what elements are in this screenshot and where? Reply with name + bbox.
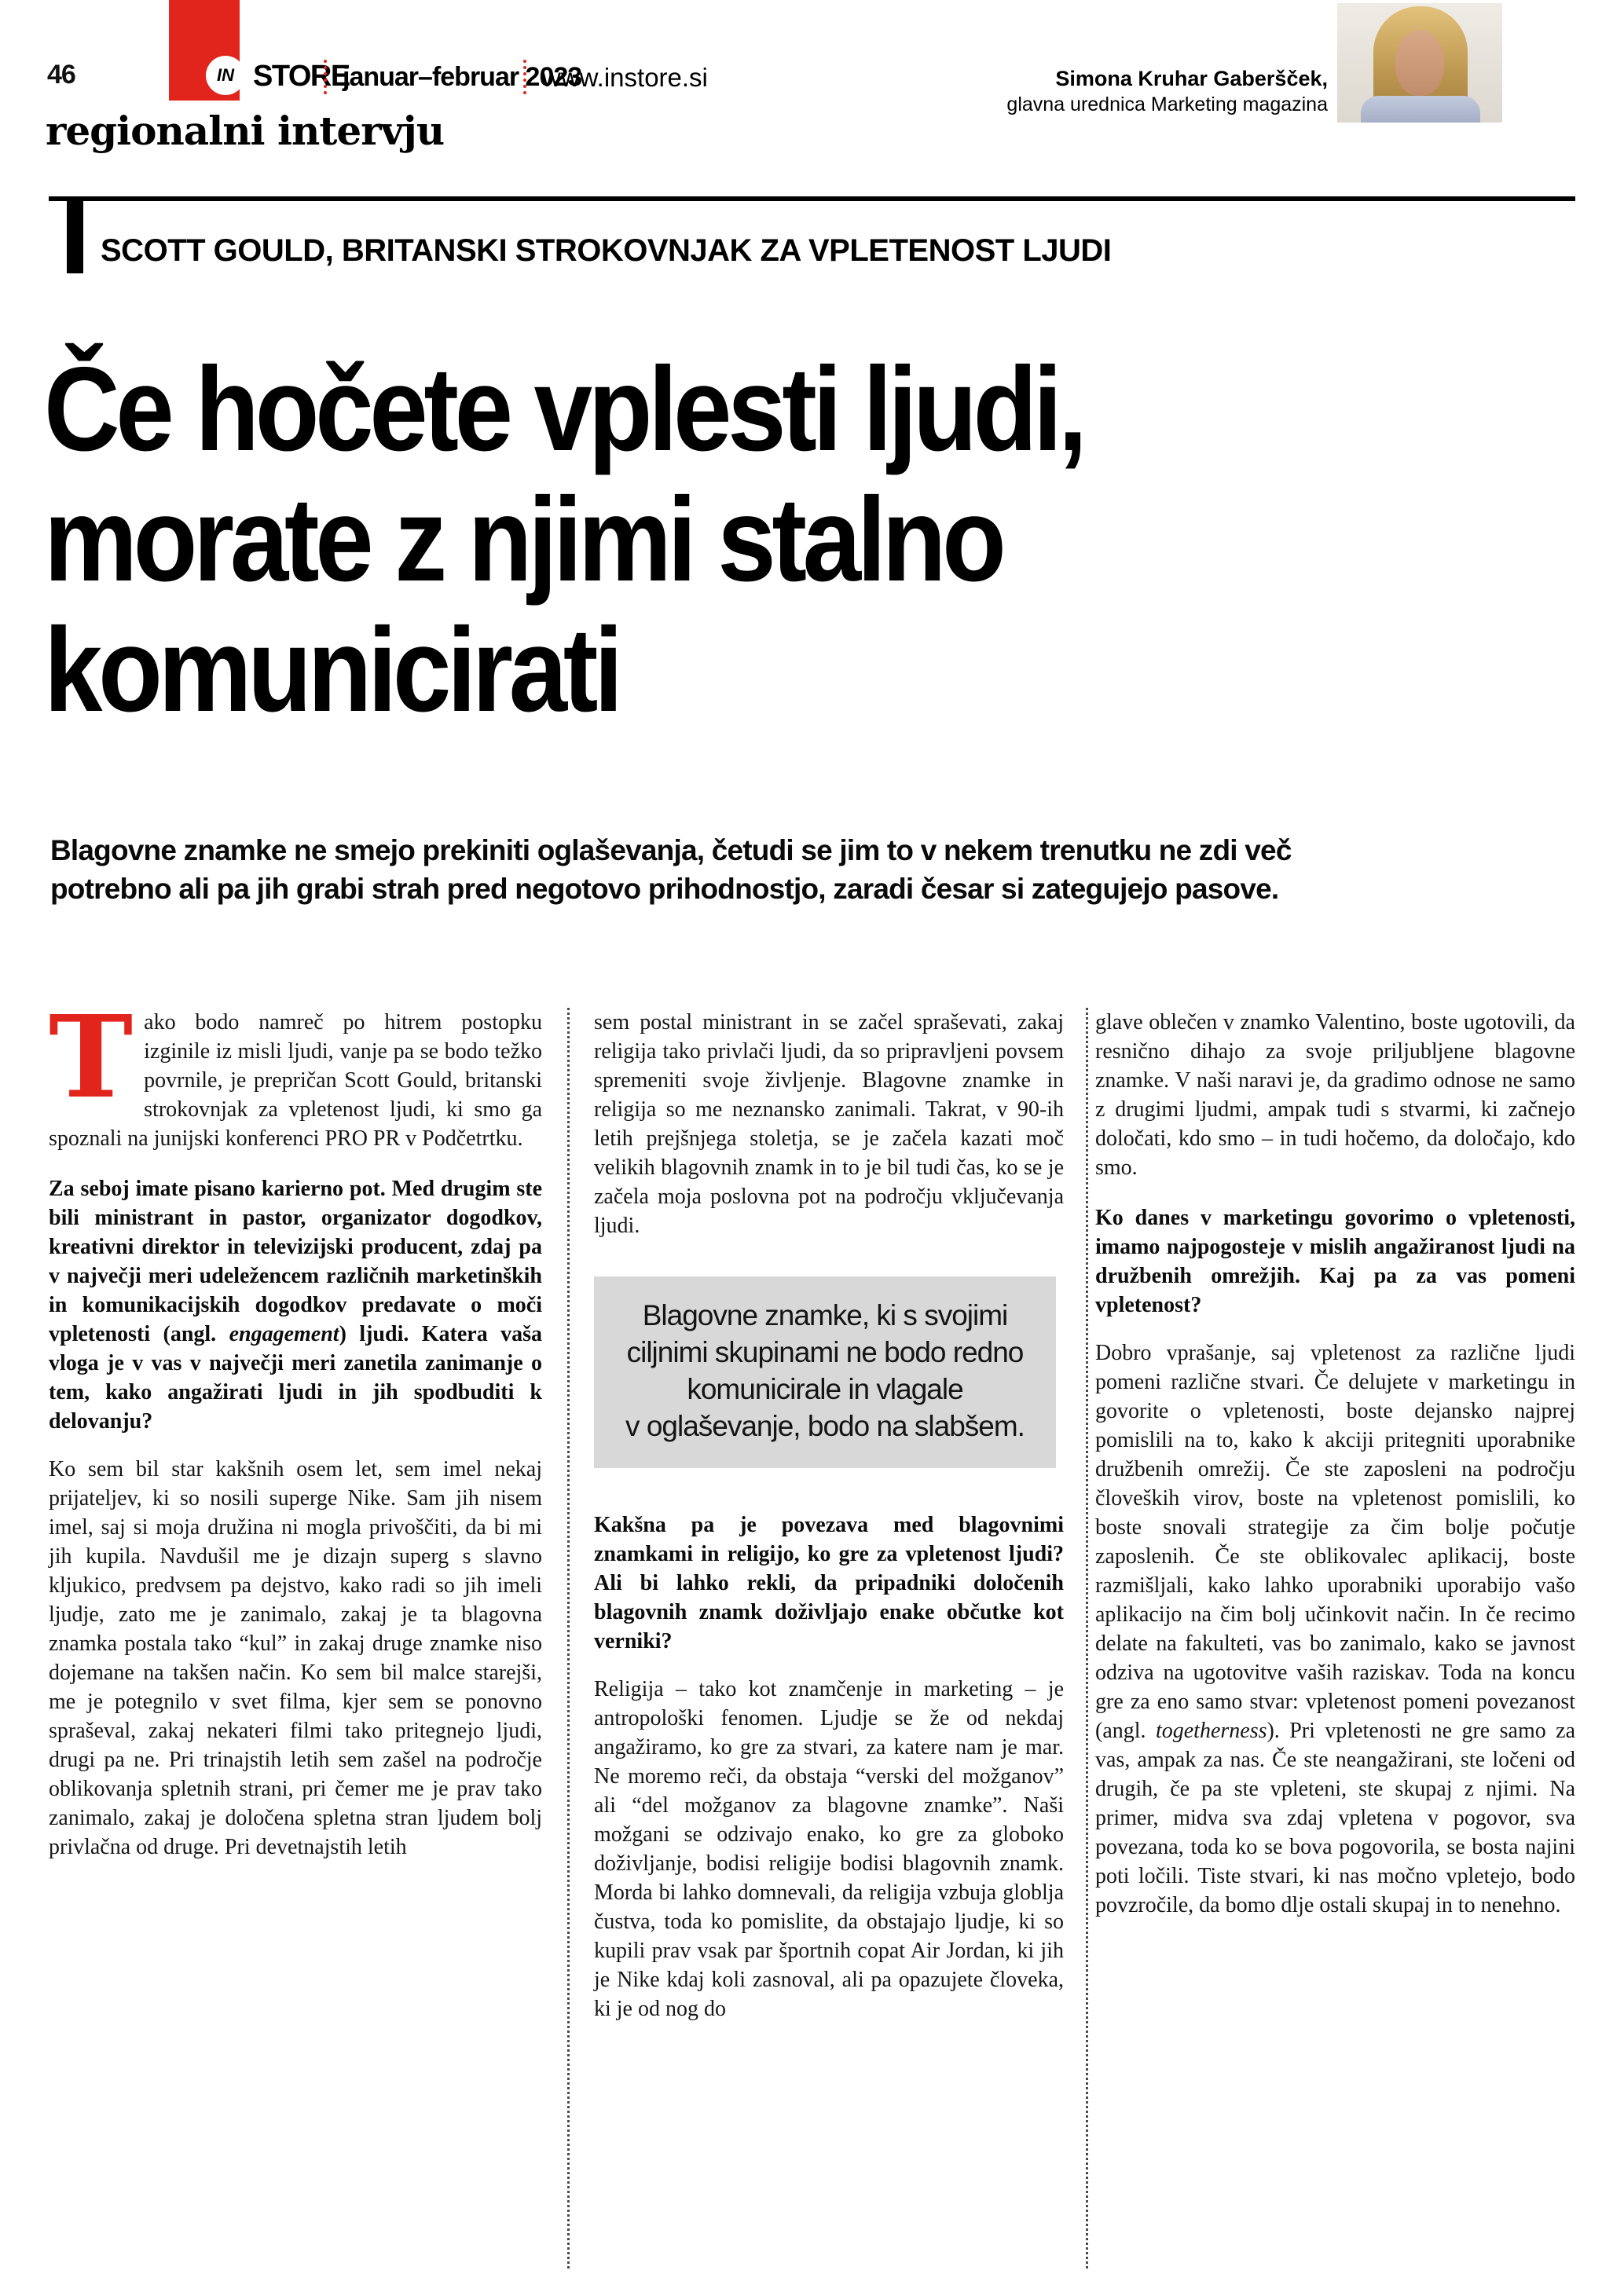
article-kicker: SCOTT GOULD, BRITANSKI STROKOVNJAK ZA VPLETENOST LJUDI [101,233,1112,268]
drop-cap: T [49,991,134,1123]
headline-line: morate z njimi stalno [44,473,1003,606]
masthead-dotted-separator [523,60,526,94]
interview-question: Za seboj imate pisano karierno pot. Med drugim ste bili ministrant in pastor, organizator dogodkov, kreativni direktor in televizijski producent, zdaj pa v največji meri udeležencem različnih marketinških in komunikacijskih dogodkov predavate o moči vpletenosti (angl. engagement) ljudi. Katera vaša vloga je v vas v največji meri zanetila zanimanje o tem, kako angažirati ljudi in jih spodbuditi k delovanju? [49,1177,543,1434]
paragraph: glave oblečen v znamko Valentino, boste ugotovili, da resnično dihajo za svoje priljubljene blagovne znamke. V naši naravi je, da gradimo odnose ne samo z drugimi ljudmi, ampak tudi s stvarmi, ki začnejo določati, kdo smo – in tudi hočemo, da določajo, kdo smo. [1095,1010,1575,1180]
paragraph: Ko sem bil star kakšnih osem let, sem imel nekaj prijateljev, ki so nosili superge Nike. Sam jih nisem imel, saj si moja družina ni mogla privoščiti, da bi mi jih kupila. Navdušil me je dizajn superg s slavno kljukico, predvsem pa dejstvo, kako radi so jih imeli ljudje, zato me je zanimalo, zakaj je ta blagovna znamka postala tako “kul” in zakaj druge znamke niso dojemane na takšen način. Ko sem bil malce starejši, me je potegnilo v svet filma, kjer sem se ponovno spraševal, zakaj nekateri filmi tako pritegnejo ljudi, drugi pa ne. Pri trinajstih letih sem zašel na področje oblikovanja spletnih strani, pri čemer me je prav tako zanimalo, zakaj je določena spletna stran ljudem bolj privlačna od druge. Pri devetnajstih letih [49,1457,542,1859]
editor-name: Simona Kruhar Gaberšček, [1055,67,1328,90]
paragraph: Religija – tako kot znamčenje in marketing – je antropološki fenomen. Ljudje se že od nekdaj angažiramo, ko gre za stvari, za katere nam je mar. Ne moremo reči, da obstaja “verski del možganov” ali “del možganov za blagovne znamke”. Naši možgani se odzivajo enako, ko gre za globoko doživljanje, bodisi religije bodisi blagovnih znamk. Morda bi lahko domnevali, da religija vzbuja globlja čustva, toda ko pomislite, da obstajajo ljudje, ki so kupili prav vsak par športnih copat Air Jordan, ki jih je Nike kdaj koli zasnoval, ali pa opazujete človeka, ki je od nog do [594,1677,1064,2021]
pull-quote-line: Blagovne znamke, ki s svojimi [642,1299,1008,1331]
header-divider [49,196,1575,201]
italic-term: engagement [229,1322,339,1346]
website-url: www.instore.si [542,63,708,92]
lead-line: Blagovne znamke ne smejo prekiniti oglaševanja, četudi se jim to v nekem trenutku ne zdi več [50,834,1292,866]
pull-quote [594,1276,1056,1468]
column-divider [567,1008,570,2269]
column-divider [1086,1008,1088,2269]
pull-quote-line: komunicirale in vlagale [687,1373,963,1405]
article-headline [44,344,1624,735]
article-lead [50,831,1575,908]
lead-line: potrebno ali pa jih grabi strah pred negotovo prihodnostjo, zaradi česar si zategujejo pasove. [50,873,1279,905]
italic-term: togetherness [1155,1719,1267,1743]
headline-line: Če hočete vplesti ljudi, [44,342,1083,476]
pull-quote-line: ciljnimi skupinami ne bodo redno [626,1336,1024,1368]
photo-caption [1006,66,1328,116]
interview-question: Kakšna pa je povezava med blagovnimi znamkami in religijo, ko gre za vpletenost ljudi? Ali bi lahko rekli, da pripadniki določenih blagovnih znamk doživljajo enake občutke kot verniki? [594,1513,1064,1653]
section-title: regionalni intervju [46,108,445,154]
editor-photo-blouse [1361,96,1480,123]
editor-photo-face [1395,30,1444,96]
headline-line: komunicirati [44,603,619,737]
paragraph: sem postal ministrant in se začel spraševati, zakaj religija tako privlači ljudi, da so pripravljeni povsem spremeniti svoje življenje. Blagovne znamke in religija so me neznansko zanimali. Takrat, v 90-ih letih prejšnjega stoletja, se je začela kazati moč velikih blagovnih znamk in to je bil tudi čas, ko se je začela moja poslovna pot na področju vključevanja ljudi. [594,1010,1064,1238]
instore-logo-in-icon: IN [206,56,245,95]
text-column-3 [1095,1008,1575,1920]
instore-logo-wordmark: STORE [253,60,350,93]
interview-question: Ko danes v marketingu govorimo o vpletenosti, imamo najpogosteje v mislih angažiranost ljudi na družbenih omrežjih. Kaj pa za vas pomeni vpletenost? [1095,1206,1575,1317]
kicker-bar [67,198,83,273]
text-column-1 [49,991,543,1862]
issue-date: januar–februar 2023 [343,62,582,92]
editor-photo [1337,3,1502,123]
pull-quote-line: v oglaševanje, bodo na slabšem. [625,1410,1025,1442]
text-column-2 [594,1008,1064,2023]
paragraph: Tako bodo namreč po hitrem postopku izginile iz misli ljudi, vanje pa se bodo težko povrnile, je prepričan Scott Gould, britanski strokovnjak za vpletenost ljudi, ki smo ga spoznali na junijski konferenci PRO PR v Podčetrtku. [49,991,542,1151]
editor-role: glavna urednica Marketing magazina [1006,93,1328,115]
masthead-dotted-separator [324,60,327,94]
paragraph: Dobro vprašanje, saj vpletenost za različne ljudi pomeni različne stvari. Če delujete v marketingu in govorite o vpletenosti, boste dejansko najprej pomislili na to, kako k akciji pritegniti uporabnike družbenih omrežij. Če ste zaposleni na področju človeških virov, boste na vpletenost pomislili, ko boste snovali strategije za čim bolje počutje zaposlenih. Če ste oblikovalec aplikacij, boste razmišljali, kako lahko uporabniki uporabijo vašo aplikacijo na čim bolj učinkovit način. In če recimo delate na fakulteti, vas bo zanimalo, kako se javnost odziva na ugotovitve vaših raziskav. Toda na koncu gre za eno samo stvar: vpletenost pomeni povezanost (angl. togetherness). Pri vpletenosti ne gre samo za vas, ampak za nas. Če ste neangažirani, ste ločeni od drugih, če pa ste vpleteni, ste skupaj z njimi. Na primer, midva sva zdaj vpletena v pogovor, sva povezana, toda ko se bova pogovorila, se bosta najini poti ločili. Tiste stvari, ki nas močno vpletejo, bodo povzročile, da bomo dlje ostali skupaj in to nenehno. [1095,1341,1575,1917]
page-number: 46 [47,60,75,90]
